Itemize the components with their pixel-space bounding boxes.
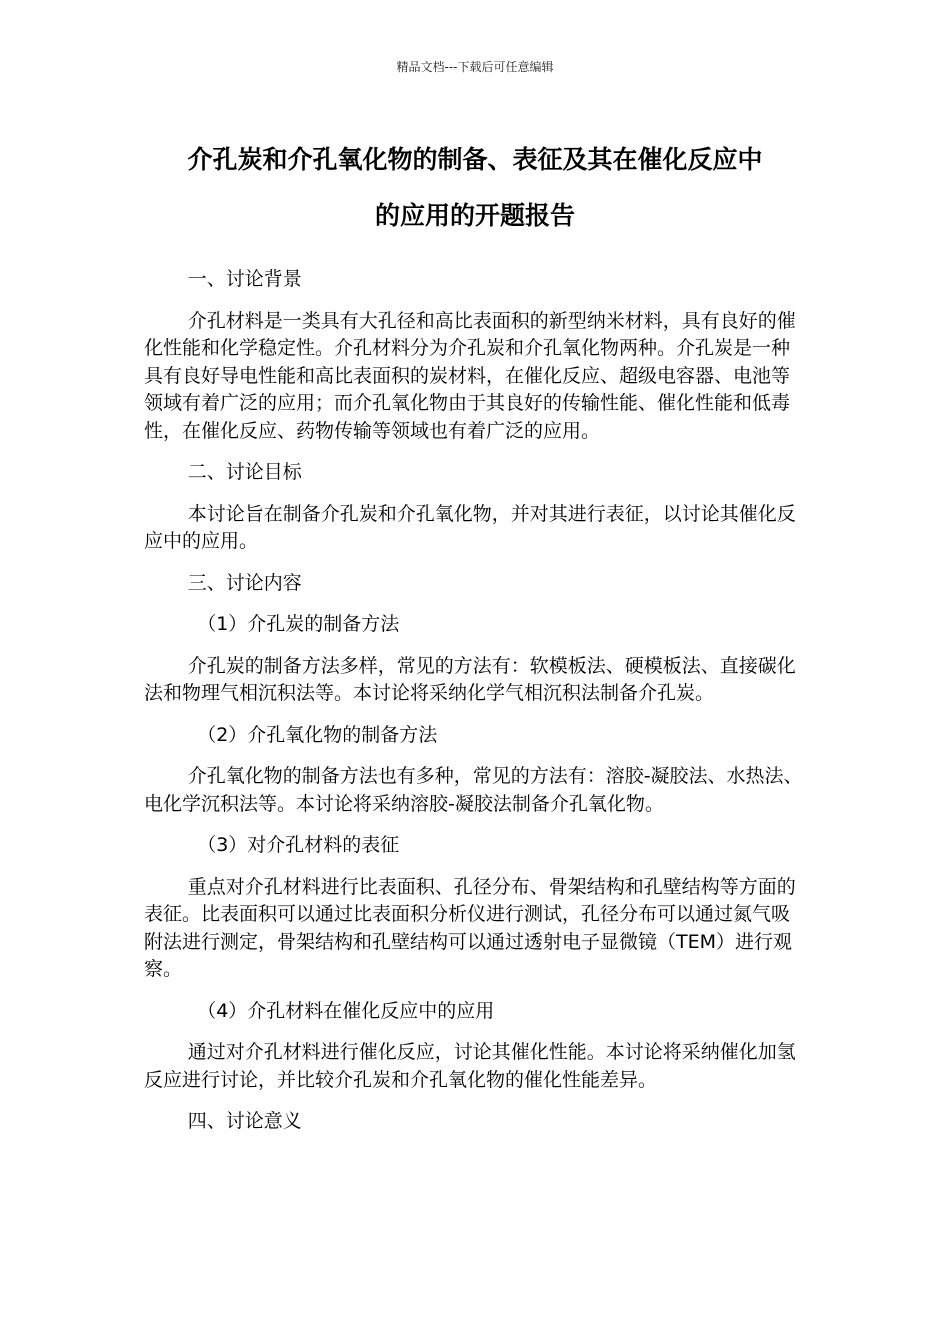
- paragraph-background: 介孔材料是一类具有大孔径和高比表面积的新型纳米材料，具有良好的催化性能和化学稳定性。介孔材料分为介孔炭和介孔氧化物两种。介孔炭是一种具有良好导电性能和高比表面积的炭材料，在催化反应、超级电容器、电池等领域有着广泛的应用；而介孔氧化物由于其良好的传输性能、催化性能和低毒性，在催化反应、药物传输等领域也有着广泛的应用。: [144, 309, 796, 442]
- subsection-heading-carbon-prep: （1）介孔炭的制备方法: [197, 613, 400, 635]
- paragraph-oxide-prep: 介孔氧化物的制备方法也有多种，常见的方法有：溶胶-凝胶法、水热法、电化学沉积法等。本讨论将采纳溶胶-凝胶法制备介孔氧化物。: [144, 765, 803, 815]
- section-heading-goals: 二、讨论目标: [187, 461, 302, 483]
- subsection-heading-catalysis: （4）介孔材料在催化反应中的应用: [197, 999, 495, 1022]
- subsection-heading-characterization: （3）对介孔材料的表征: [197, 834, 400, 856]
- section-heading-background: 一、讨论背景: [187, 268, 302, 290]
- paragraph-carbon-prep: 介孔炭的制备方法多样，常见的方法有：软模板法、硬模板法、直接碳化法和物理气相沉积法等。本讨论将采纳化学气相沉积法制备介孔炭。: [144, 654, 796, 704]
- title-line-1: 介孔炭和介孔氧化物的制备、表征及其在催化反应中: [187, 145, 763, 174]
- subsection-heading-oxide-prep: （2）介孔氧化物的制备方法: [197, 723, 438, 746]
- paragraph-characterization: 重点对介孔材料进行比表面积、孔径分布、骨架结构和孔壁结构等方面的表征。比表面积可以通过比表面积分析仪进行测试，孔径分布可以通过氮气吸附法进行测定，骨架结构和孔壁结构可以通过透射电子显微镜（TEM）进行观察。: [144, 875, 796, 980]
- paragraph-goals: 本讨论旨在制备介孔炭和介孔氧化物，并对其进行表征，以讨论其催化反应中的应用。: [144, 502, 796, 552]
- title-line-2: 的应用的开题报告: [374, 201, 575, 230]
- section-heading-content: 三、讨论内容: [187, 571, 302, 594]
- document-body: [144, 266, 804, 1150]
- page-header: 精品文档---下载后可任意编辑: [396, 60, 554, 74]
- section-heading-significance: 四、讨论意义: [187, 1110, 302, 1132]
- paragraph-catalysis: 通过对介孔材料进行催化反应，讨论其催化性能。本讨论将采纳催化加氢反应进行讨论，并比较介孔炭和介孔氧化物的催化性能差异。: [144, 1041, 796, 1091]
- document-title: [100, 132, 850, 244]
